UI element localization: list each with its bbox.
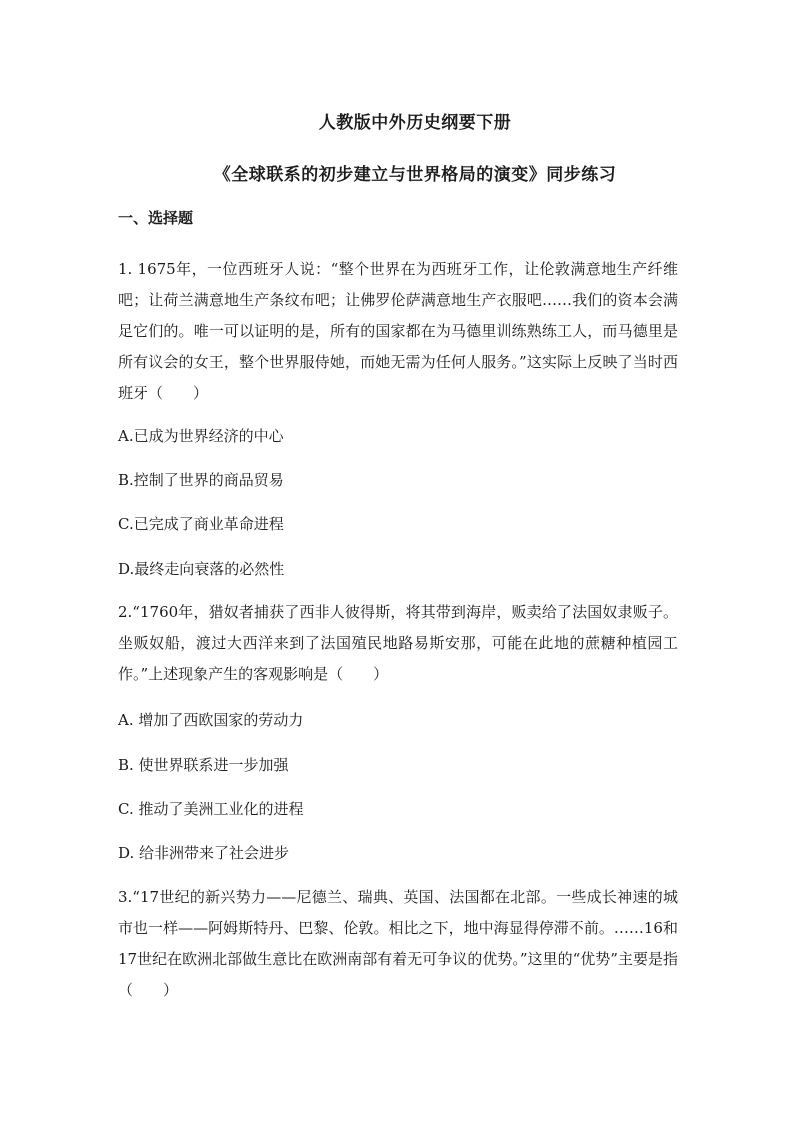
question-1-option-b: B.控制了世界的商品贸易 <box>118 471 284 489</box>
document-subtitle: 《全球联系的初步建立与世界格局的演变》同步练习 <box>213 165 617 185</box>
question-2-option-c: C. 推动了美洲工业化的进程 <box>118 800 304 818</box>
question-2-option-d: D. 给非洲带来了社会进步 <box>118 844 290 862</box>
question-3-stem: 3.“17世纪的新兴势力——尼德兰、瑞典、英国、法国都在北部。一些成长神速的城市也一样——阿姆斯特丹、巴黎、伦敦。相比之下，地中海显得停滞不前。……16和17世纪在欧洲北部做生意比在欧洲南部有着无可争议的优势。”这里的“优势”主要是指（ ） <box>118 888 678 999</box>
question-1-stem: 1. 1675年，一位西班牙人说：“整个世界在为西班牙工作，让伦敦满意地生产纤维吧；让荷兰满意地生产条纹布吧；让佛罗伦萨满意地生产衣服吧……我们的资本会满足它们的。唯一可以证明的是，所有的国家都在为马德里训练熟练工人，而马德里是所有议会的女王，整个世界服侍她，而她无需为任何人服务。”这实际上反映了当时西班牙（ ） <box>118 260 678 402</box>
question-2-option-a: A. 增加了西欧国家的劳动力 <box>118 711 304 729</box>
question-1-option-c: C.已完成了商业革命进程 <box>118 515 284 533</box>
question-1-option-d: D.最终走向衰落的必然性 <box>118 560 285 578</box>
document-title: 人教版中外历史纲要下册 <box>318 113 512 133</box>
section-heading: 一、选择题 <box>118 209 194 227</box>
question-1-option-a: A.已成为世界经济的中心 <box>118 427 284 445</box>
question-2-option-b: B. 使世界联系进一步加强 <box>118 756 289 774</box>
question-2-stem: 2.“1760年，猎奴者捕获了西非人彼得斯，将其带到海岸，贩卖给了法国奴隶贩子。坐贩奴船，渡过大西洋来到了法国殖民地路易斯安那，可能在此地的蔗糖种植园工作。”上述现象产生的客观影响是（ ） <box>118 603 678 683</box>
